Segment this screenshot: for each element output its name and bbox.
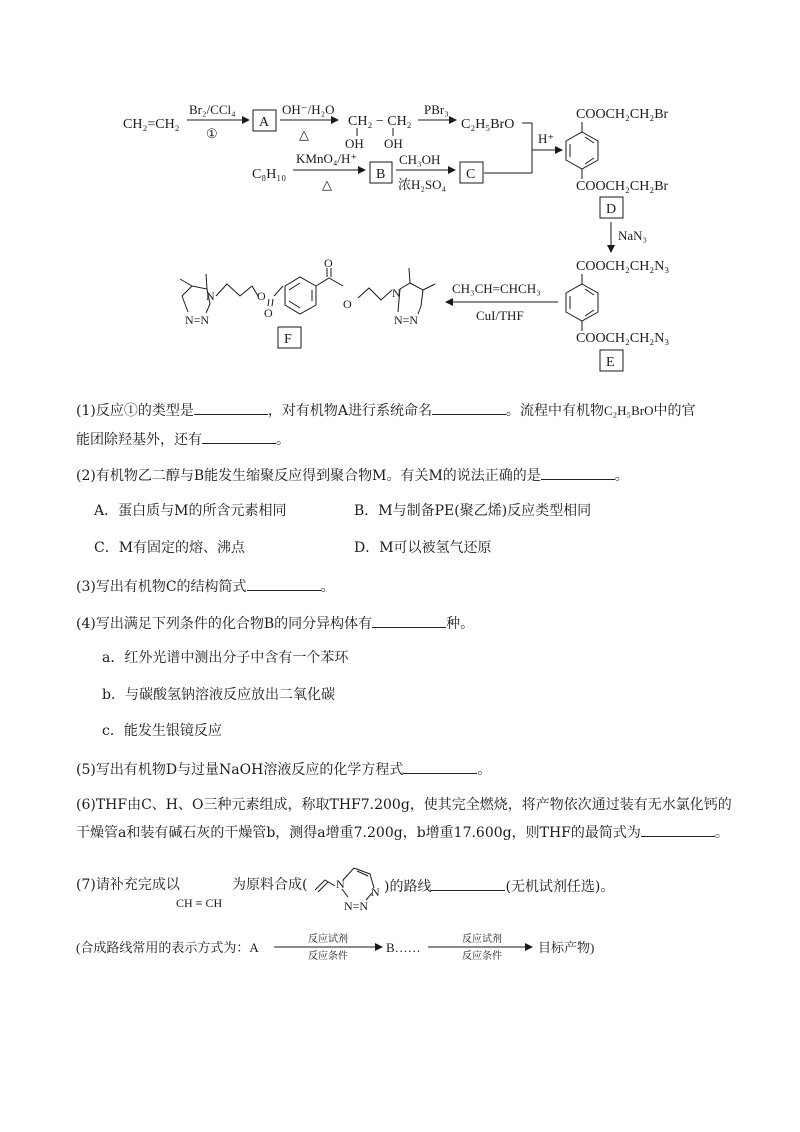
ethylene-formula: CH₂=CH₂ — [123, 117, 180, 132]
vinyl-triazole-n1: N — [336, 877, 345, 891]
f-left-o: O — [257, 289, 266, 303]
q7-text-4: (无机试剂任选)。 — [505, 879, 615, 895]
q2-option-b[interactable]: B．M与制备PE(聚乙烯)反应类型相同 — [354, 503, 592, 519]
route-end: 目标产物) — [538, 940, 595, 955]
route-notation — [76, 930, 636, 964]
diol-oh-1: OH — [345, 136, 364, 151]
q5-text: (5)写出有机物D与过量NaOH溶液反应的化学方程式 — [76, 762, 404, 778]
q7-structures — [170, 862, 410, 914]
q1-part1: (1)反应①的类型是 — [76, 403, 194, 419]
vinyl-triazole-n2: N — [371, 885, 380, 899]
r4-reagent: KMnO₄/H⁺ — [296, 151, 358, 166]
box-a-label: A — [259, 115, 270, 130]
q4-text: (4)写出满足下列条件的化合物B的同分异构体有 — [76, 616, 373, 632]
q1-blank-3[interactable] — [202, 431, 276, 444]
q3-text: (3)写出有机物C的结构简式 — [76, 579, 247, 595]
box-c-label: C — [466, 167, 476, 182]
q1-blank-1[interactable] — [194, 402, 268, 415]
q6-text-2: 干燥管a和装有碱石灰的干燥管b，测得a增重7.200g，b增重17.600g，则THF的最简式为 — [76, 825, 641, 841]
q4-condition-c: c．能发生银镜反应 — [102, 723, 222, 739]
box-f-label: F — [284, 332, 292, 347]
d-substituent-bottom: COOCH₂CH₂Br — [576, 179, 669, 194]
synthesis-scheme — [0, 0, 800, 380]
box-b-label: B — [376, 167, 386, 182]
q1-line2-text: 能团除羟基外，还有 — [76, 432, 202, 448]
diol-backbone: CH₂ − CH₂ — [348, 114, 412, 129]
route-reagent-2: 反应试剂 — [462, 934, 502, 945]
q6-line1 — [76, 798, 732, 812]
q2-text: (2)有机物乙二醇与B能发生缩聚反应得到聚合物M。有关M的说法正确的是 — [76, 468, 541, 484]
e-substituent-bottom: COOCH₂CH₂N₃ — [576, 331, 670, 346]
r7-condition: CuI/THF — [476, 308, 524, 323]
f-right-n: N — [392, 286, 401, 300]
r3-reagent: PBr₃ — [424, 102, 449, 117]
route-mid: B…… — [386, 940, 421, 955]
q5-blank[interactable] — [403, 761, 477, 774]
q7-part2: 为原料合成( — [232, 877, 308, 893]
q6-blank[interactable] — [641, 824, 715, 837]
q7-blank[interactable] — [431, 878, 505, 891]
q1-line2 — [76, 431, 290, 447]
q6-end: 。 — [714, 825, 729, 841]
q1-line2-end: 。 — [276, 432, 290, 448]
acetylene-formula: CH ≡ CH — [176, 896, 223, 910]
route-condition-2: 反应条件 — [462, 951, 502, 962]
q1-blank-2[interactable] — [432, 402, 506, 415]
r2-reagent: OH⁻/H₂O — [282, 102, 335, 117]
f-right-nn: N=N — [394, 313, 419, 327]
diol-oh-2: OH — [384, 136, 403, 151]
r6-reagent: NaN₃ — [618, 228, 648, 243]
q4-condition-b: b．与碳酸氢钠溶液反应放出二氧化碳 — [102, 687, 335, 703]
q6-line2 — [76, 824, 729, 840]
r5-reagent: CH₃OH — [399, 152, 441, 167]
q3-blank[interactable] — [247, 578, 321, 591]
q4-blank[interactable] — [372, 615, 446, 628]
r7-reagent: CH₃CH=CHCH₃ — [452, 281, 541, 296]
r2-condition: △ — [299, 127, 309, 142]
q2-option-a[interactable]: A．蛋白质与M的所含元素相同 — [94, 503, 287, 519]
q6-text-1: (6)THF由C、H、O三种元素组成，称取THF7.200g，使其完全燃烧，将产物依次通过装有无水氯化钙的 — [76, 797, 732, 813]
q1-part4: 中的官 — [653, 403, 696, 419]
d-substituent-top: COOCH₂CH₂Br — [576, 107, 669, 122]
c8h10-formula: C₈H₁₀ — [252, 167, 287, 182]
q4-stem — [76, 615, 474, 631]
q3-end: 。 — [320, 579, 335, 595]
f-left-nn: N=N — [185, 313, 210, 327]
q2-option-d[interactable]: D．M可以被氢气还原 — [354, 540, 492, 556]
q4-condition-a: a．红外光谱中测出分子中含有一个苯环 — [102, 650, 349, 666]
q5 — [76, 761, 491, 777]
q5-end: 。 — [477, 762, 492, 778]
connector-bottom — [484, 150, 532, 173]
q1-part2: ，对有机物A进行系统命名 — [267, 403, 432, 419]
e-substituent-top: COOCH₂CH₂N₃ — [576, 259, 670, 274]
q7-part1: (7)请补充完成以 — [76, 877, 180, 893]
q7-part3 — [384, 878, 614, 894]
connector-top — [522, 123, 532, 150]
route-condition-1: 反应条件 — [308, 951, 348, 962]
vinyl-triazole-nn: N=N — [344, 899, 369, 913]
q1-formula: C₂H₅BrO — [603, 403, 654, 418]
route-reagent-1: 反应试剂 — [308, 934, 348, 945]
f-left-o-carbonyl: O — [264, 306, 273, 320]
r1-reagent: Br₂/CCl₄ — [189, 102, 236, 117]
r4-condition: △ — [322, 177, 332, 192]
e-benzene-ring — [566, 284, 598, 321]
q3 — [76, 578, 335, 594]
h-plus-label: H⁺ — [538, 131, 555, 146]
d-benzene-ring — [566, 132, 598, 169]
q1-part3: 。流程中有机物 — [505, 403, 604, 419]
q7-text-3: )的路线 — [384, 879, 432, 895]
q4-end: 种。 — [446, 616, 475, 632]
f-right-o: O — [343, 297, 352, 311]
r1-number: ① — [206, 126, 218, 141]
bromoethanol-formula: C₂H₅BrO — [461, 117, 515, 132]
q1-line1 — [76, 402, 695, 418]
q2-option-c[interactable]: C．M有固定的熔、沸点 — [94, 540, 246, 556]
box-e-label: E — [606, 355, 615, 370]
q2-blank[interactable] — [541, 467, 615, 480]
q2-stem — [76, 467, 629, 483]
route-start: (合成路线常用的表示方式为：A — [76, 940, 259, 955]
q2-end: 。 — [614, 468, 629, 484]
r5-condition: 浓H₂SO₄ — [398, 177, 447, 192]
f-right-o-carbonyl: O — [324, 256, 333, 270]
f-left-n: N — [206, 289, 215, 303]
box-d-label: D — [606, 202, 617, 217]
